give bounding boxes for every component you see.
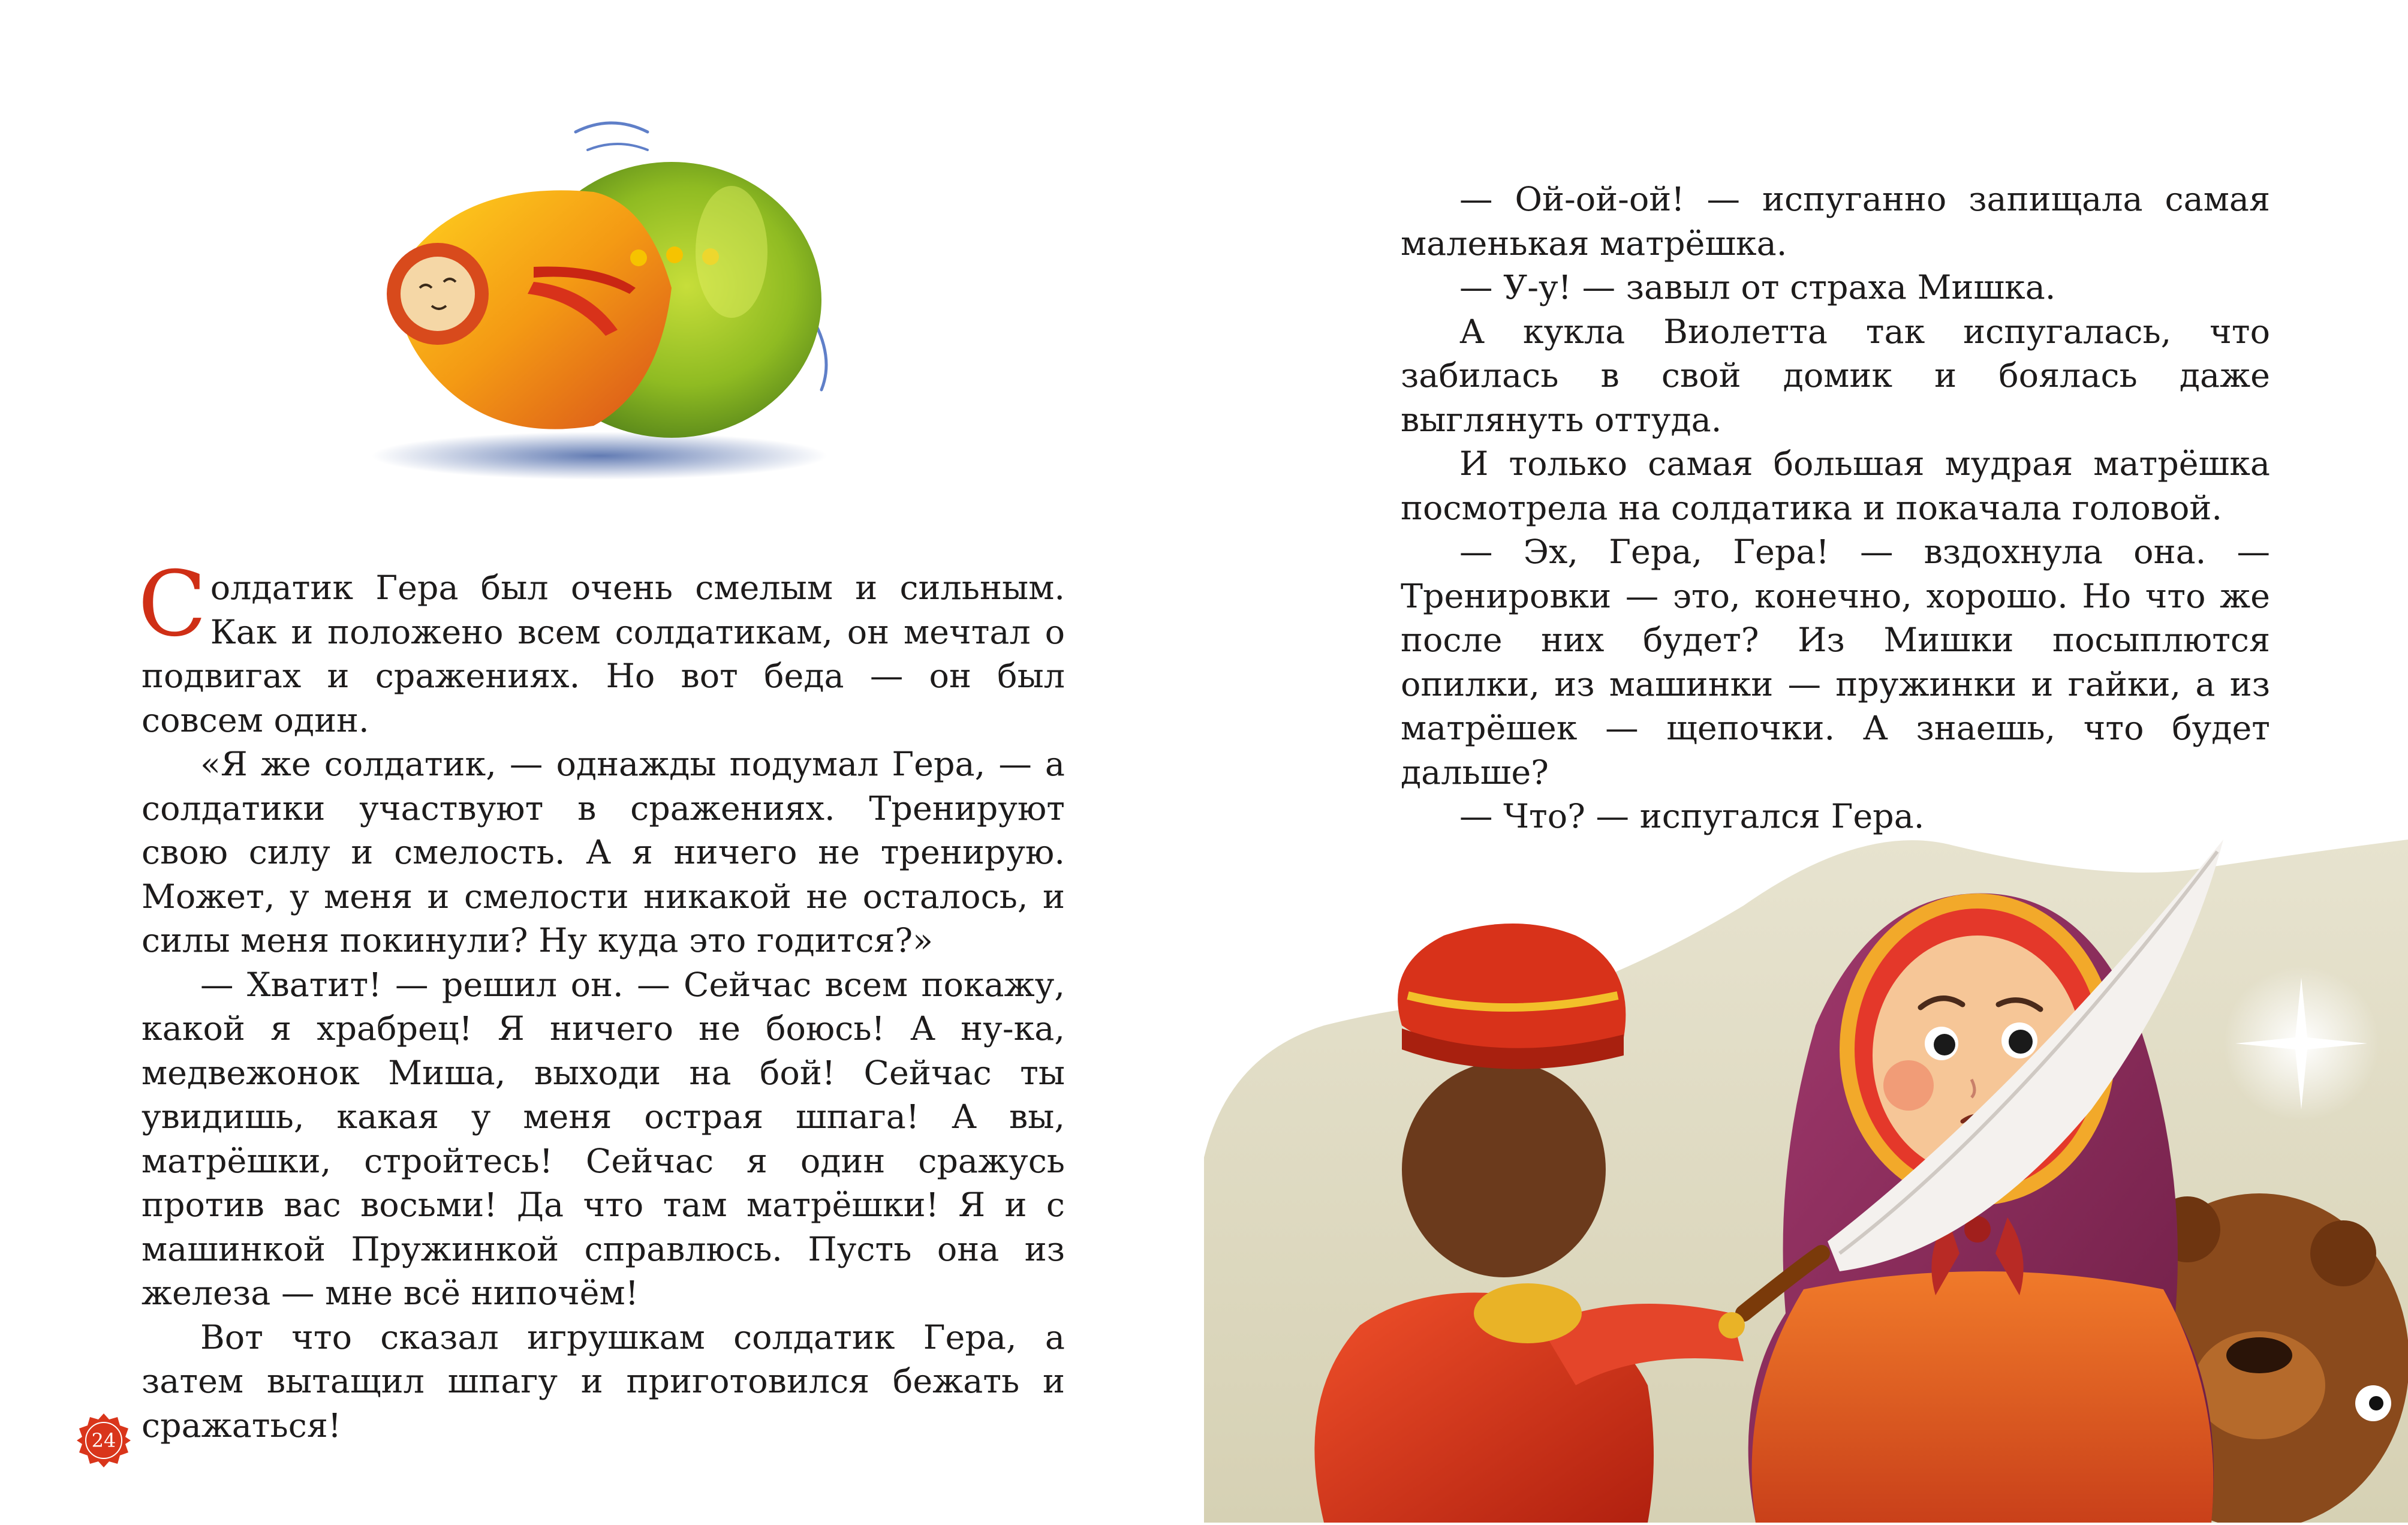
paragraph: — У-у! — завыл от страха Мишка. — [1459, 268, 2056, 307]
right-page — [1204, 0, 2408, 1523]
paragraph: И только самая большая мудрая матрёшка посмотрела на солдатика и покачала головой. — [1401, 444, 2270, 528]
paragraph: А кукла Виолетта так испугалась, что забилась в свой домик и боялась даже выглянуть оттуда. — [1401, 312, 2270, 440]
matryoshka-picture — [336, 108, 863, 504]
page-number: 24 — [91, 1429, 116, 1452]
opening-paragraph — [138, 552, 1065, 742]
left-page — [0, 0, 1204, 1523]
right-page-text — [1401, 178, 2270, 839]
left-page-text — [138, 552, 1065, 1448]
paragraph: — Ой-ой-ой! — испуганно запищала самая маленькая матрёшка. — [1401, 180, 2270, 263]
paragraph: — Хватит! — решил он. — Сейчас всем покажу, какой я храбрец! Я ничего не боюсь! А ну-ка, медвежонок Миша, выходи на бой! Сейчас ты увидишь, какая у меня острая шпага! А вы, матрёшки, стройтесь! Сейчас я один сражусь против вас восьми! Да что там матрёшки! Я и с машинкой Пружинкой справлюсь. Пусть она из железа — мне всё нипочём! — [142, 965, 1065, 1313]
scene-picture — [1204, 798, 2408, 1523]
toppled-matryoshka-illustration — [336, 108, 863, 504]
soldier-and-matryoshka-illustration — [1204, 798, 2408, 1523]
paragraph: — Что? — испугался Гера. — [1459, 797, 1925, 836]
paragraph: — Эх, Гера, Гера! — вздохнула она. — Тренировки — это, конечно, хорошо. Но что же после них будет? Из Мишки посыплются опилки, из машинки — пружинки и гайки, а из матрёшек — щепочки. А знаешь, что будет дальше? — [1401, 533, 2270, 792]
paragraph: «Я же солдатик, — однажды подумал Гера, — а солдатики участвуют в сражениях. Тренируют свою силу и смелость. А я ничего не тренирую. Может, у меня и смелости никакой не осталось, и силы меня покинули? Ну куда это годится?» — [142, 745, 1065, 960]
page-number-badge — [76, 1412, 132, 1469]
paragraph: Вот что сказал игрушкам солдатик Гера, а затем вытащил шпагу и приготовился бежать и сражаться! — [142, 1318, 1065, 1445]
drop-cap-letter: С — [138, 552, 207, 657]
opening-paragraph-text: олдатик Гера был очень смелым и сильным. Как и положено всем солдатикам, он мечтал о подвигах и сражениях. Но вот беда — он был совсем один. — [142, 569, 1065, 740]
